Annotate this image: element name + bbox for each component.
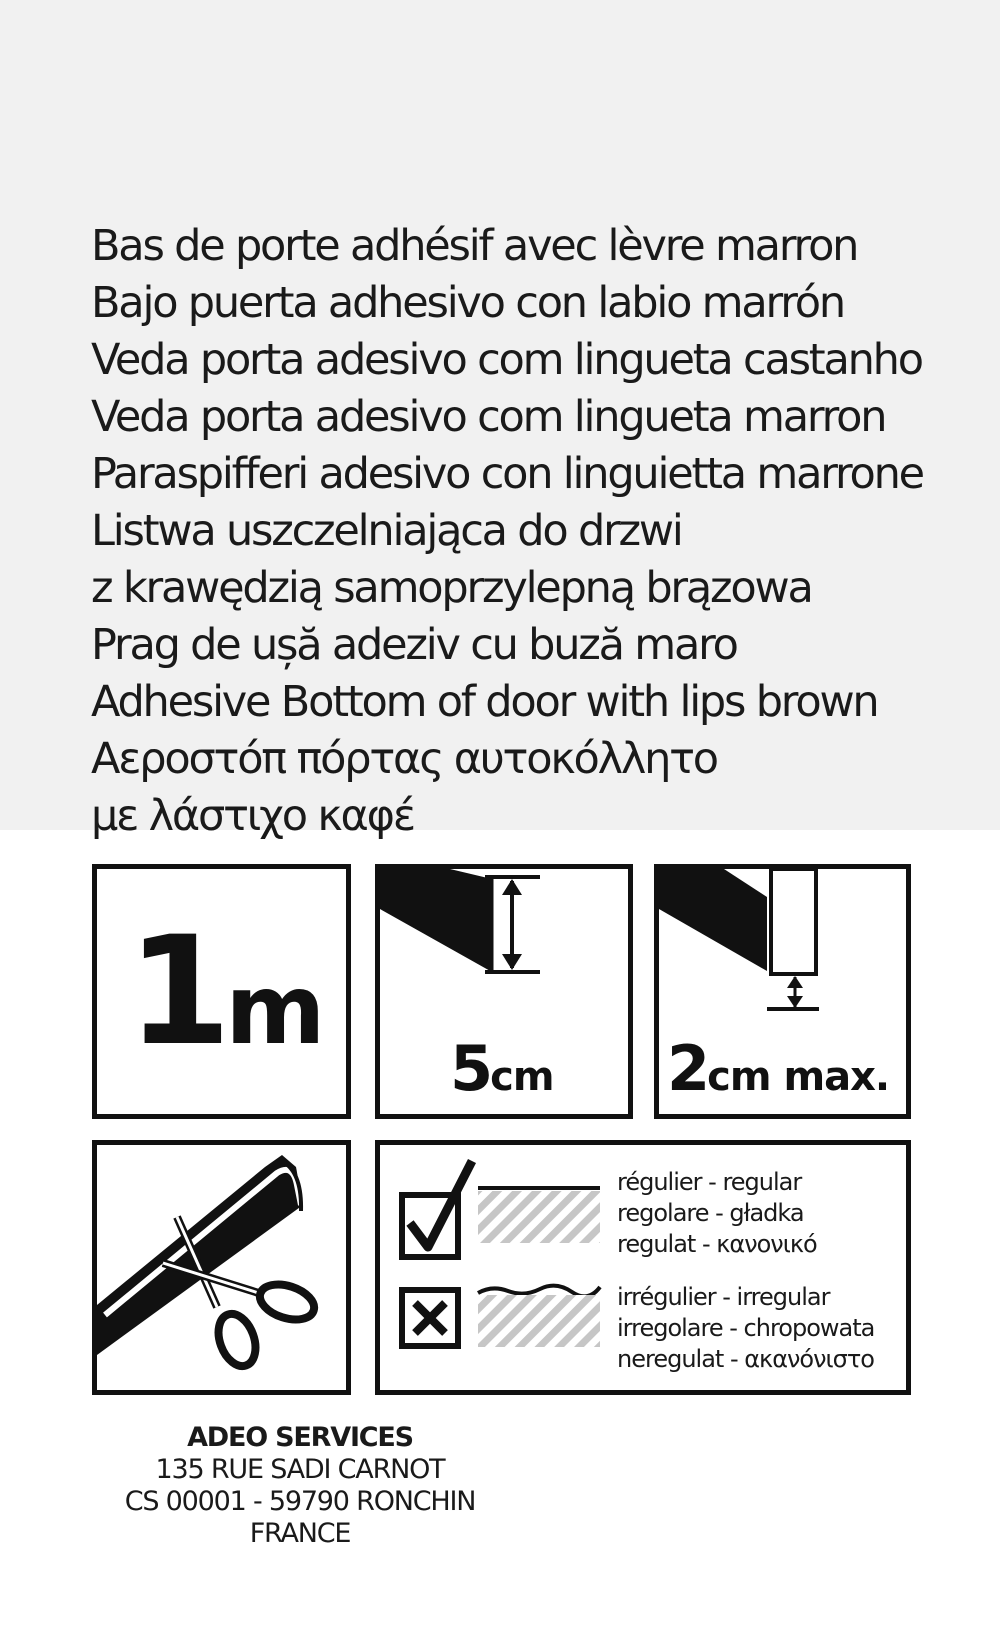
manufacturer-address bbox=[100, 1422, 500, 1550]
title-pl-2: z krawędzią samoprzylepną brązowa bbox=[91, 563, 812, 613]
width-spec-box bbox=[375, 864, 633, 1119]
gap-spec-box bbox=[654, 864, 911, 1119]
regular-surface-labels bbox=[617, 1167, 817, 1260]
title-el-2: με λάστιχο καφέ bbox=[91, 791, 414, 841]
title-pl-1: Listwa uszczelniająca do drzwi bbox=[91, 506, 682, 556]
checkmark-box-icon bbox=[402, 1161, 472, 1257]
irregular-label-1: irrégulier - irregular bbox=[617, 1283, 830, 1311]
gap-label bbox=[667, 1032, 890, 1108]
product-title-list bbox=[91, 218, 991, 845]
title-fr: Bas de porte adhésif avec lèvre marron bbox=[91, 221, 858, 271]
regular-label-1: régulier - regular bbox=[617, 1168, 802, 1196]
title-en: Adhesive Bottom of door with lips brown bbox=[91, 677, 878, 727]
title-pt: Veda porta adesivo com lingueta castanho bbox=[91, 335, 922, 385]
address-country: FRANCE bbox=[249, 1518, 351, 1549]
irregular-surface-labels bbox=[617, 1282, 874, 1375]
regular-label-2: regolare - gładka bbox=[617, 1199, 804, 1227]
scissors-cutting-strip-icon bbox=[97, 1145, 346, 1390]
cross-box-icon bbox=[402, 1290, 458, 1346]
title-it: Paraspifferi adesivo con linguietta marrone bbox=[91, 449, 923, 499]
company-name: ADEO SERVICES bbox=[187, 1422, 413, 1453]
gap-number: 2 bbox=[667, 1032, 708, 1105]
cut-instruction-box bbox=[92, 1140, 351, 1395]
width-unit: cm bbox=[490, 1054, 554, 1100]
address-city: CS 00001 - 59790 RONCHIN bbox=[124, 1486, 476, 1517]
gap-unit: cm max. bbox=[707, 1054, 890, 1100]
width-label bbox=[450, 1032, 554, 1108]
length-unit: m bbox=[225, 954, 323, 1066]
title-es: Bajo puerta adhesivo con labio marrón bbox=[91, 278, 844, 328]
title-ro: Prag de ușă adeziv cu buză maro bbox=[91, 620, 737, 670]
length-value bbox=[127, 905, 323, 1085]
irregular-label-3: neregulat - ακανόνιστο bbox=[617, 1345, 874, 1373]
address-street: 135 RUE SADI CARNOT bbox=[155, 1454, 445, 1485]
length-number: 1 bbox=[127, 905, 226, 1079]
title-el-1: Αεροστόπ πόρτας αυτοκόλλητο bbox=[91, 734, 717, 784]
irregular-label-2: irregolare - chropowata bbox=[617, 1314, 875, 1342]
length-spec-box bbox=[92, 864, 351, 1119]
regular-label-3: regulat - κανονικό bbox=[617, 1230, 817, 1258]
title-pt-2: Veda porta adesivo com lingueta marron bbox=[91, 392, 886, 442]
width-number: 5 bbox=[450, 1032, 491, 1105]
surface-type-box bbox=[375, 1140, 911, 1395]
